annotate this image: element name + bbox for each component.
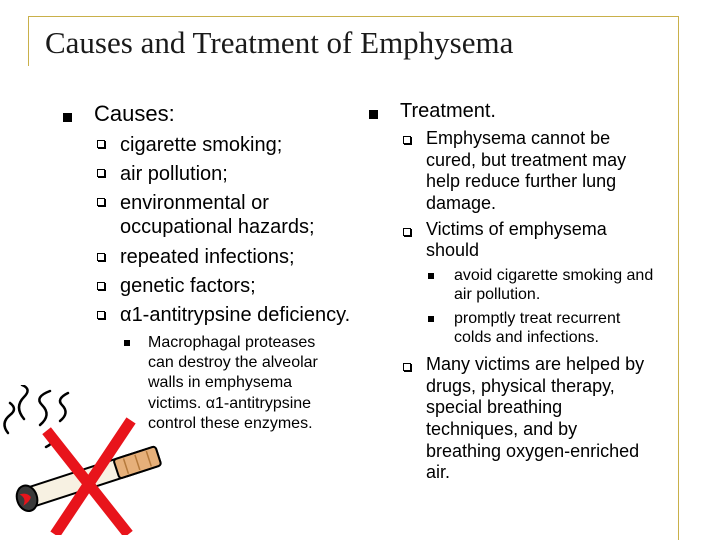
cause-bullet-3 [97,198,105,206]
treatment-line: drugs, physical therapy, [426,376,615,396]
cause-bullet-6 [97,311,105,319]
treatment-point-bullet-1 [403,136,411,144]
cause-bullet-5 [97,282,105,290]
treatment-line: help reduce further lung [426,171,617,191]
no-smoking-illustration [0,385,180,535]
treatment-line: should [426,240,480,260]
treatment-line: cured, but treatment may [426,150,627,170]
treatment-line: Emphysema cannot be [426,128,611,148]
cause-bullet-1 [97,140,105,148]
treatment-heading: Treatment. [400,100,496,122]
treatment-point-bullet-2 [403,228,411,236]
treatment-sub-bullet-1 [428,273,434,279]
sub-note-line: control these enzymes. [148,415,313,432]
treatment-line: breathing oxygen-enriched [426,441,640,461]
causes-bullet [63,113,72,122]
treatment-sub-line: avoid cigarette smoking and [454,267,654,284]
frame-top-line [28,16,678,17]
treatment-line: special breathing [426,397,563,417]
sub-note-line: walls in emphysema [148,374,293,391]
treatment-point-bullet-3 [403,363,411,371]
treatment-line: Many victims are helped by [426,354,645,374]
causes-heading: Causes: [94,101,175,126]
treatment-bullet [369,110,378,119]
cause-item: genetic factors; [120,275,256,297]
sub-note-line: can destroy the alveolar [148,354,318,371]
cause-item: α1-antitrypsine deficiency. [120,304,351,326]
treatment-line: Victims of emphysema [426,219,607,239]
cause-bullet-2 [97,169,105,177]
treatment-sub-line: colds and infections. [454,329,599,346]
treatment-line: damage. [426,193,497,213]
sub-note-line: Macrophagal proteases [148,334,316,351]
frame-right-line [678,16,679,540]
treatment-line: techniques, and by [426,419,578,439]
treatment-line: air. [426,462,451,482]
treatment-sub-bullet-2 [428,316,434,322]
cause-item: air pollution; [120,163,228,185]
sub-note-bullet [124,340,130,346]
slide-title: Causes and Treatment of Emphysema [45,25,514,60]
frame-left-line [28,16,29,66]
cause-item: environmental or [120,192,269,214]
treatment-sub-line: air pollution. [454,286,541,303]
cause-bullet-4 [97,253,105,261]
cause-item-continued: occupational hazards; [120,216,315,238]
cause-item: cigarette smoking; [120,134,283,156]
cause-item: repeated infections; [120,246,295,268]
treatment-sub-line: promptly treat recurrent [454,310,621,327]
sub-note-line: victims. α1-antitrypsine [148,395,312,412]
